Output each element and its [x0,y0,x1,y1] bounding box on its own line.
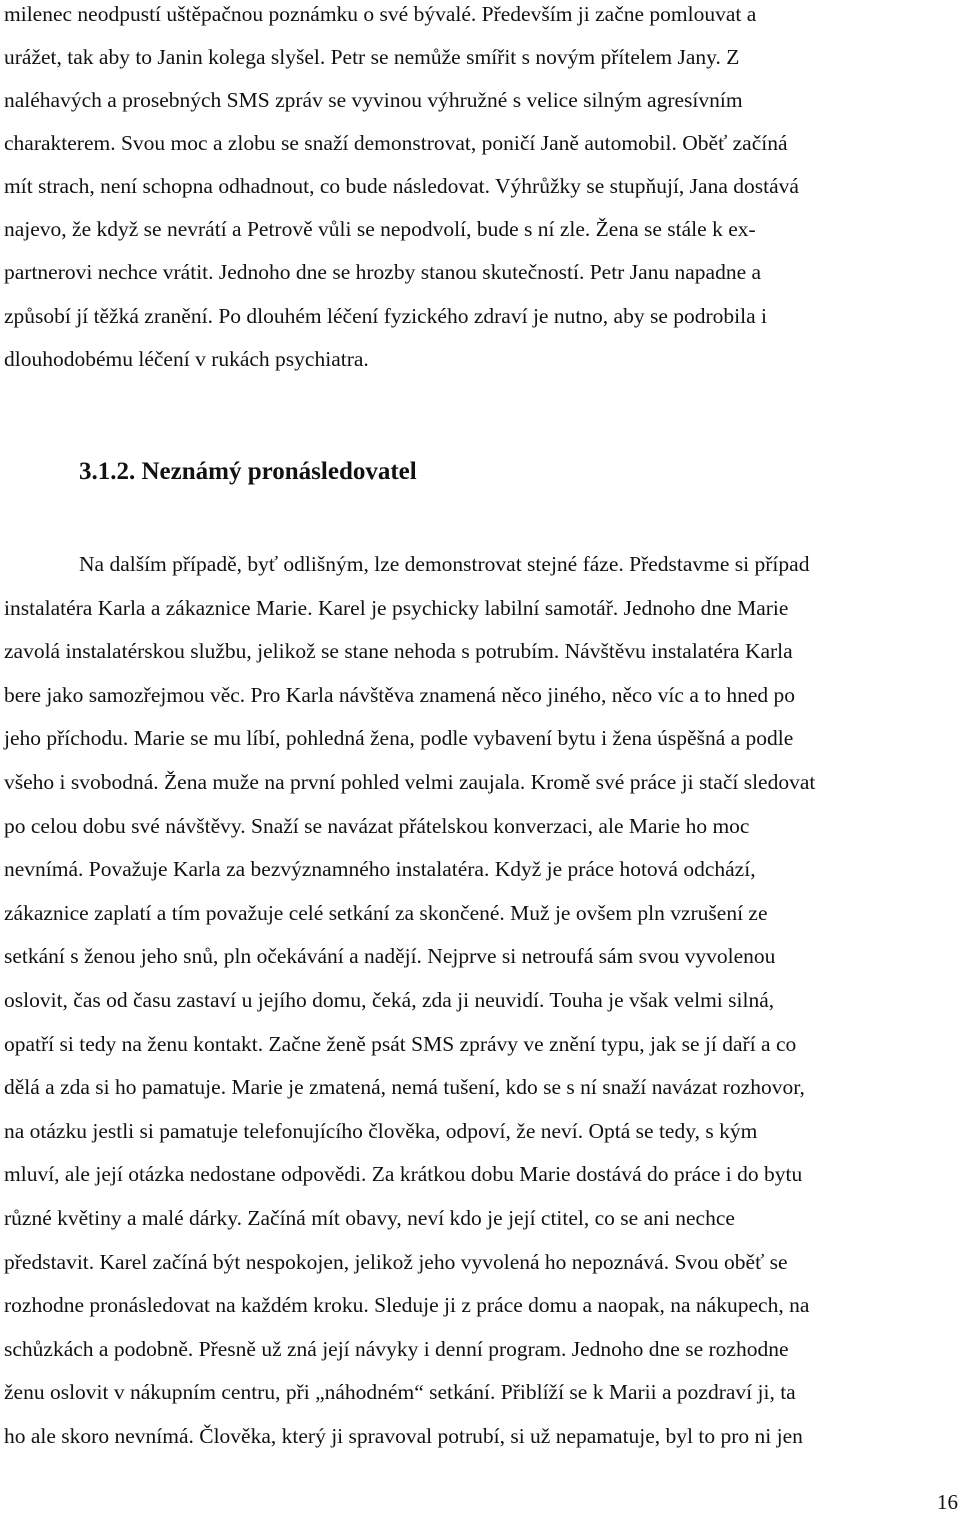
page-number: 16 [937,1490,958,1514]
text-line: jeho příchodu. Marie se mu líbí, pohledná žena, podle vybavení bytu i žena úspěšná a podle [4,726,794,750]
text-line: po celou dobu své návštěvy. Snaží se navázat přátelskou konverzaci, ale Marie ho moc [4,814,750,838]
text-line: charakterem. Svou moc a zlobu se snaží demonstrovat, poničí Janě automobil. Oběť začíná [4,131,788,155]
text-line: mít strach, není schopna odhadnout, co bude následovat. Výhrůžky se stupňují, Jana dostává [4,174,799,198]
text-line: všeho i svobodná. Žena muže na první pohled velmi zaujala. Kromě své práce ji stačí sledovat [4,770,816,794]
text-line: milenec neodpustí uštěpačnou poznámku o své bývalé. Především ji začne pomlouvat a [4,2,757,26]
text-line: najevo, že když se nevrátí a Petrově vůli se nepodvolí, bude s ní zle. Žena se stále k ex- [4,217,756,241]
text-line: urážet, tak aby to Janin kolega slyšel. Petr se nemůže smířit s novým přítelem Jany. Z [4,45,740,69]
text-line: ho ale skoro nevnímá. Člověka, který ji spravoval potrubí, si už nepamatuje, byl to pro ni jen [4,1424,803,1448]
text-line: setkání s ženou jeho snů, pln očekávání a nadějí. Nejprve si netroufá sám svou vyvolenou [4,944,776,968]
text-line: nevnímá. Považuje Karla za bezvýznamného instalatéra. Když je práce hotová odchází, [4,857,756,881]
text-line: na otázku jestli si pamatuje telefonujícího člověka, odpoví, že neví. Optá se tedy, s kým [4,1119,758,1143]
text-line: partnerovi nechce vrátit. Jednoho dne se hrozby stanou skutečností. Petr Janu napadne a [4,260,762,284]
text-line: dělá a zda si ho pamatuje. Marie je zmatená, nemá tušení, kdo se s ní snaží navázat rozhovor, [4,1075,805,1099]
text-line: představit. Karel začíná být nespokojen, jelikož jeho vyvolená ho nepoznává. Svou oběť se [4,1250,788,1274]
text-line: bere jako samozřejmou věc. Pro Karla návštěva znamená něco jiného, něco víc a to hned po [4,683,796,707]
section-heading: 3.1.2. Neznámý pronásledovatel [79,458,417,485]
text-line: Na dalším případě, byť odlišným, lze demonstrovat stejné fáze. Představme si případ [79,552,810,576]
text-line: oslovit, čas od času zastaví u jejího domu, čeká, zda ji neuvidí. Touha je však velmi silná, [4,988,775,1012]
text-line: opatří si tedy na ženu kontakt. Začne ženě psát SMS zprávy ve znění typu, jak se jí daří a co [4,1032,797,1056]
text-line: instalatéra Karla a zákaznice Marie. Karel je psychicky labilní samotář. Jednoho dne Marie [4,596,789,620]
text-line: různé květiny a malé dárky. Začíná mít obavy, neví kdo je její ctitel, co se ani nechce [4,1206,735,1230]
text-line: naléhavých a prosebných SMS zpráv se vyvinou výhružné s velice silným agresívním [4,88,743,112]
text-line: způsobí jí těžká zranění. Po dlouhém léčení fyzického zdraví je nutno, aby se podrobila i [4,304,768,328]
text-line: schůzkách a podobně. Přesně už zná její návyky i denní program. Jednoho dne se rozhodne [4,1337,789,1361]
text-line: zákaznice zaplatí a tím považuje celé setkání za skončené. Muž je ovšem pln vzrušení ze [4,901,768,925]
text-line: dlouhodobému léčení v rukách psychiatra. [4,347,369,371]
text-line: zavolá instalatérskou službu, jelikož se stane nehoda s potrubím. Návštěvu instalatéra Karla [4,639,793,663]
text-line: ženu oslovit v nákupním centru, při „náhodném“ setkání. Přiblíží se k Marii a pozdraví ji, ta [4,1380,796,1404]
text-line: rozhodne pronásledovat na každém kroku. Sleduje ji z práce domu a naopak, na nákupech, na [4,1293,810,1317]
text-line: mluví, ale její otázka nedostane odpovědi. Za krátkou dobu Marie dostává do práce i do bytu [4,1162,803,1186]
